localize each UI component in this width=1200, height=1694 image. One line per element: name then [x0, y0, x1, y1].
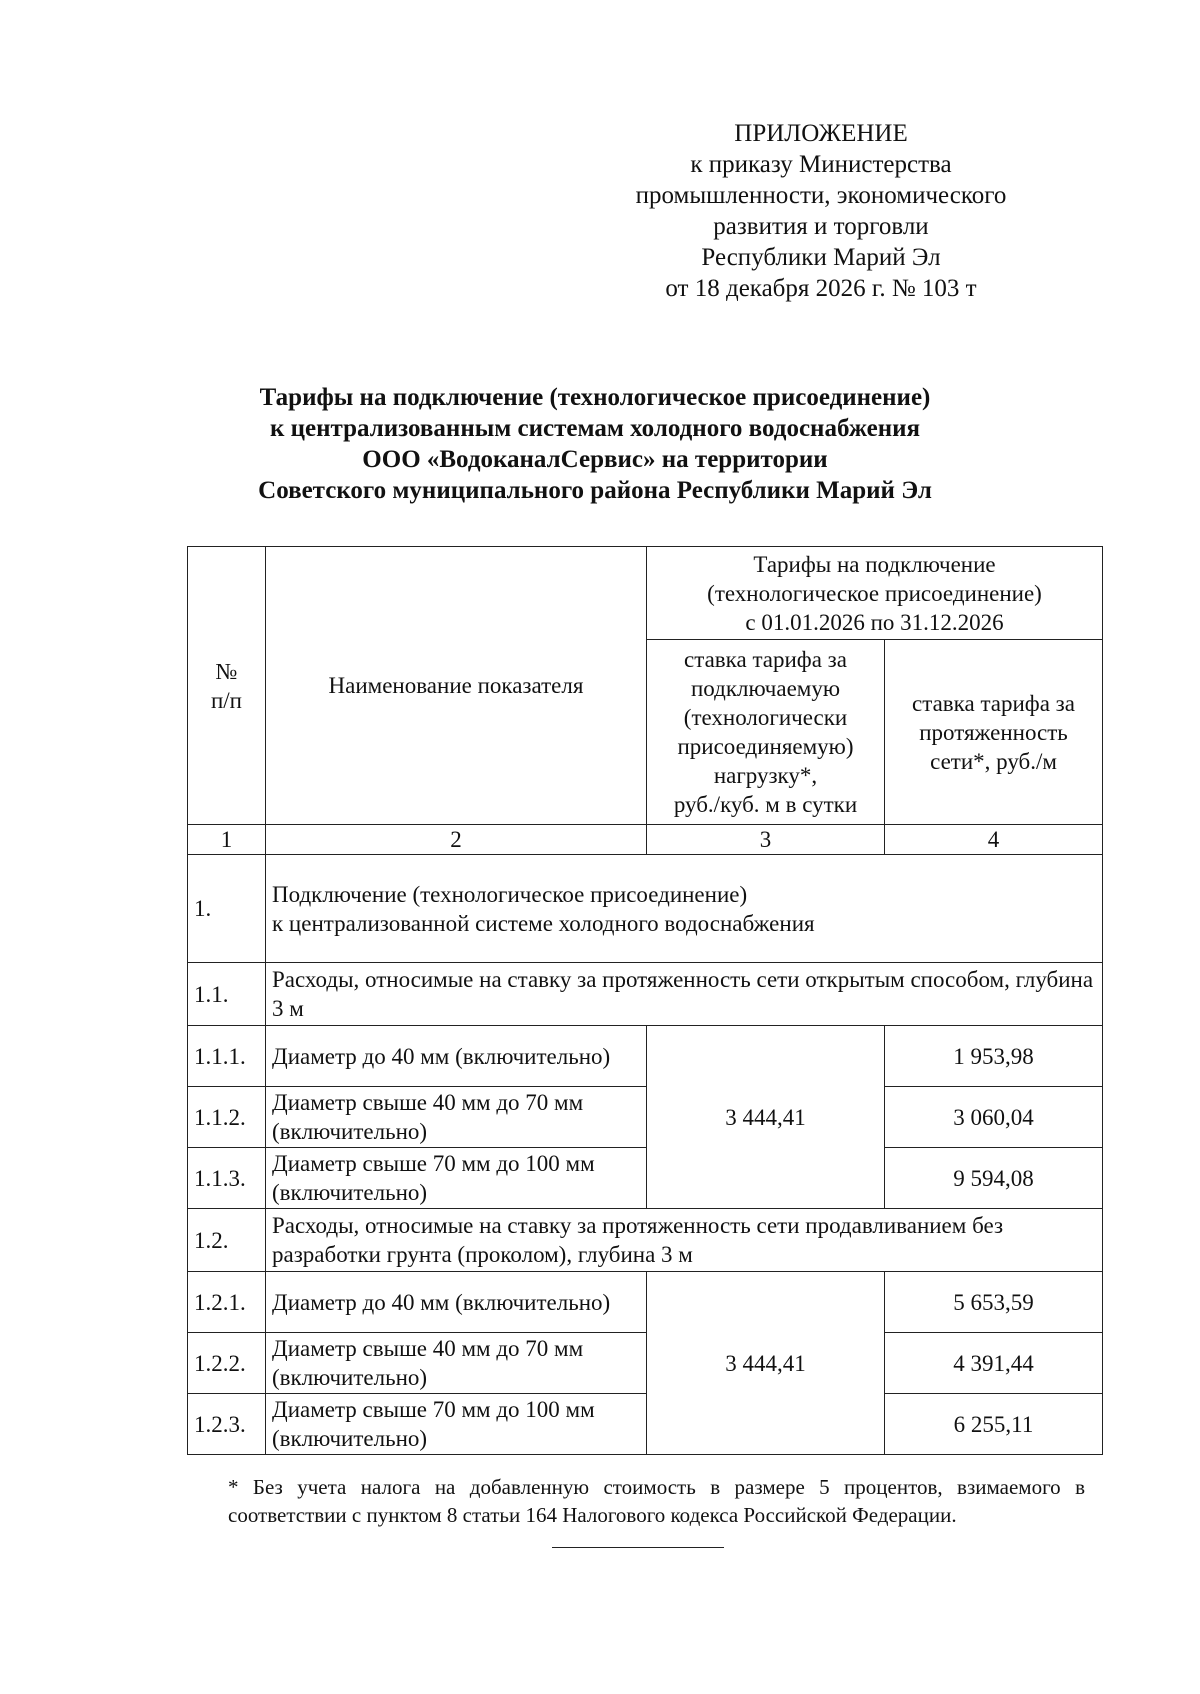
column-number: 1 — [188, 825, 266, 855]
table-row — [188, 1087, 1103, 1148]
column-numbers-row — [188, 825, 1103, 855]
row-name: Диаметр до 40 мм (включительно) — [266, 1026, 647, 1087]
title-line: Советского муниципального района Республики Марий Эл — [258, 477, 932, 504]
length-rate-cell: 4 391,44 — [885, 1333, 1103, 1394]
column-number: 3 — [647, 825, 885, 855]
header-tariffs-group: Тарифы на подключение (технологическое присоединение) с 01.01.2026 по 31.12.2026 — [647, 547, 1103, 640]
group-num: 1.1. — [188, 963, 266, 1026]
appendix-title: ПРИЛОЖЕНИЕ — [734, 120, 908, 147]
appendix-block — [560, 118, 1082, 304]
group-row — [188, 963, 1103, 1026]
load-rate-cell: 3 444,41 — [647, 1272, 885, 1455]
group-num: 1.2. — [188, 1209, 266, 1272]
header-load-rate: ставка тарифа за подключаемую (технологически присоединяемую) нагрузку*, руб./куб. м в сутки — [647, 640, 885, 825]
column-number: 4 — [885, 825, 1103, 855]
row-num: 1.2.2. — [188, 1333, 266, 1394]
table-row — [188, 1394, 1103, 1455]
row-name: Диаметр свыше 40 мм до 70 мм (включительно) — [266, 1087, 647, 1148]
row-name: Диаметр до 40 мм (включительно) — [266, 1272, 647, 1333]
title-line: к централизованным системам холодного водоснабжения — [269, 415, 921, 442]
table-row — [188, 1333, 1103, 1394]
end-divider — [552, 1547, 724, 1548]
row-num: 1.1.3. — [188, 1148, 266, 1209]
column-number: 2 — [266, 825, 647, 855]
appendix-date-line: от 18 декабря 2026 г. № 103 т — [665, 275, 977, 302]
group-title: Расходы, относимые на ставку за протяженность сети продавливанием без разработки грунта (проколом), глубина 3 м — [266, 1209, 1103, 1272]
row-num: 1.2.3. — [188, 1394, 266, 1455]
section-row — [188, 855, 1103, 963]
length-rate-cell: 6 255,11 — [885, 1394, 1103, 1455]
length-rate-cell: 1 953,98 — [885, 1026, 1103, 1087]
section-num: 1. — [188, 855, 266, 963]
appendix-line: развития и торговли — [713, 213, 929, 240]
header-num: № п/п — [188, 547, 266, 825]
row-num: 1.1.1. — [188, 1026, 266, 1087]
document-title — [185, 382, 1005, 506]
appendix-line: к приказу Министерства — [690, 151, 952, 178]
appendix-line: промышленности, экономического — [635, 182, 1007, 209]
group-row — [188, 1209, 1103, 1272]
length-rate-cell: 9 594,08 — [885, 1148, 1103, 1209]
table-header-row — [188, 547, 1103, 640]
header-length-rate: ставка тарифа за протяженность сети*, руб./м — [885, 640, 1103, 825]
table-row — [188, 1272, 1103, 1333]
length-rate-cell: 3 060,04 — [885, 1087, 1103, 1148]
row-num: 1.1.2. — [188, 1087, 266, 1148]
title-line: ООО «ВодоканалСервис» на территории — [362, 446, 828, 473]
section-title: Подключение (технологическое присоединение) к централизованной системе холодного водоснабжения — [266, 855, 1103, 963]
table-row — [188, 1026, 1103, 1087]
group-title: Расходы, относимые на ставку за протяженность сети открытым способом, глубина 3 м — [266, 963, 1103, 1026]
row-num: 1.2.1. — [188, 1272, 266, 1333]
length-rate-cell: 5 653,59 — [885, 1272, 1103, 1333]
appendix-line: Республики Марий Эл — [701, 244, 941, 271]
table-row — [188, 1148, 1103, 1209]
header-name: Наименование показателя — [266, 547, 647, 825]
title-line: Тарифы на подключение (технологическое присоединение) — [259, 384, 931, 411]
row-name: Диаметр свыше 70 мм до 100 мм (включительно) — [266, 1148, 647, 1209]
row-name: Диаметр свыше 40 мм до 70 мм (включительно) — [266, 1333, 647, 1394]
footnote: * Без учета налога на добавленную стоимость в размере 5 процентов, взимаемого в соответствии с пунктом 8 статьи 164 Налогового кодекса Российской Федерации. — [228, 1475, 1085, 1527]
row-name: Диаметр свыше 70 мм до 100 мм (включительно) — [266, 1394, 647, 1455]
tariff-table — [187, 546, 1103, 1455]
load-rate-cell: 3 444,41 — [647, 1026, 885, 1209]
